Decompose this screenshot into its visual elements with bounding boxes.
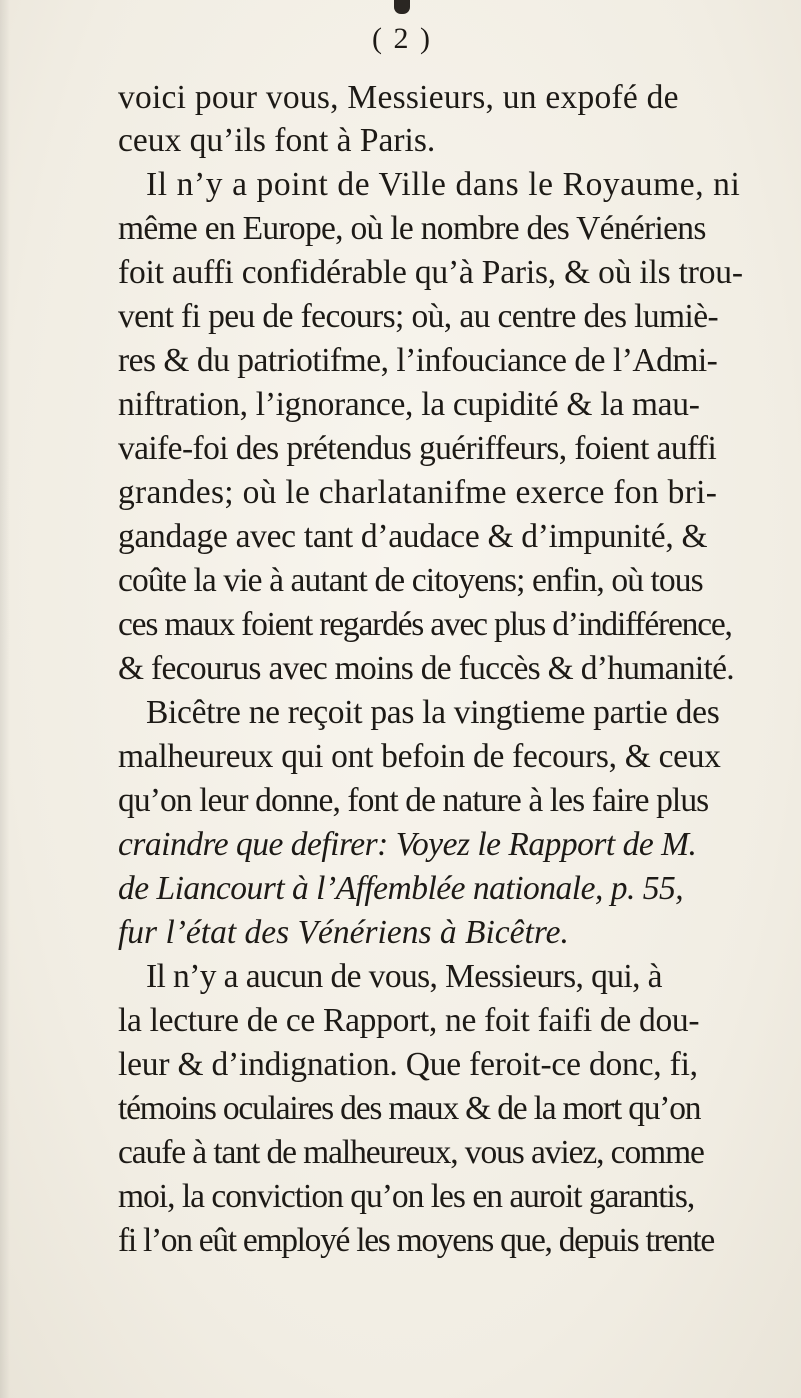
text-line: fur l’état des Vénériens à Bicêtre.	[118, 914, 569, 951]
text-line: fi l’on eût employé les moyens que, depuis trente	[118, 1222, 714, 1259]
text-line: craindre que defirer: Voyez le Rapport de M.	[118, 826, 697, 863]
text-line: Bicêtre ne reçoit pas la vingtieme partie des	[146, 694, 720, 731]
text-line: ces maux foient regardés avec plus d’indifférence,	[118, 606, 732, 643]
text-line: leur & d’indignation. Que feroit-ce donc, fi,	[118, 1046, 698, 1083]
text-line: vaife-foi des prétendus guériffeurs, foient auffi	[118, 430, 717, 467]
text-line: gandage avec tant d’audace & d’impunité, &	[118, 518, 708, 555]
text-line: niftration, l’ignorance, la cupidité & la mau-	[118, 386, 700, 423]
ink-blot	[394, 0, 410, 14]
text-line: la lecture de ce Rapport, ne foit faifi de dou-	[118, 1002, 700, 1039]
text-line: témoins oculaires des maux & de la mort qu’on	[118, 1090, 701, 1127]
text-line: Il n’y a point de Ville dans le Royaume, ni	[146, 166, 741, 203]
text-line: Il n’y a aucun de vous, Messieurs, qui, à	[146, 958, 662, 995]
text-line: voici pour vous, Messieurs, un expofé de	[118, 79, 679, 116]
text-line: grandes; où le charlatanifme exerce fon bri-	[118, 474, 718, 511]
text-line: coûte la vie à autant de citoyens; enfin, où tous	[118, 562, 703, 599]
text-line: foit auffi confidérable qu’à Paris, & où ils trou-	[118, 254, 743, 291]
text-line: vent fi peu de fecours; où, au centre des lumiè-	[118, 298, 719, 335]
text-line: caufe à tant de malheureux, vous aviez, comme	[118, 1134, 704, 1171]
text-line: malheureux qui ont befoin de fecours, & ceux	[118, 738, 721, 775]
page-number: ( 2 )	[372, 22, 432, 55]
text-line: res & du patriotifme, l’infouciance de l’Admi-	[118, 342, 718, 379]
text-line: qu’on leur donne, font de nature à les faire plus	[118, 782, 709, 819]
text-line: ceux qu’ils font à Paris.	[118, 122, 436, 159]
text-line: & fecourus avec moins de fuccès & d’humanité.	[118, 650, 734, 687]
text-line: moi, la conviction qu’on les en auroit garantis,	[118, 1178, 695, 1215]
text-line: de Liancourt à l’Affemblée nationale, p. 55,	[118, 870, 684, 907]
text-line: même en Europe, où le nombre des Vénériens	[118, 210, 706, 247]
